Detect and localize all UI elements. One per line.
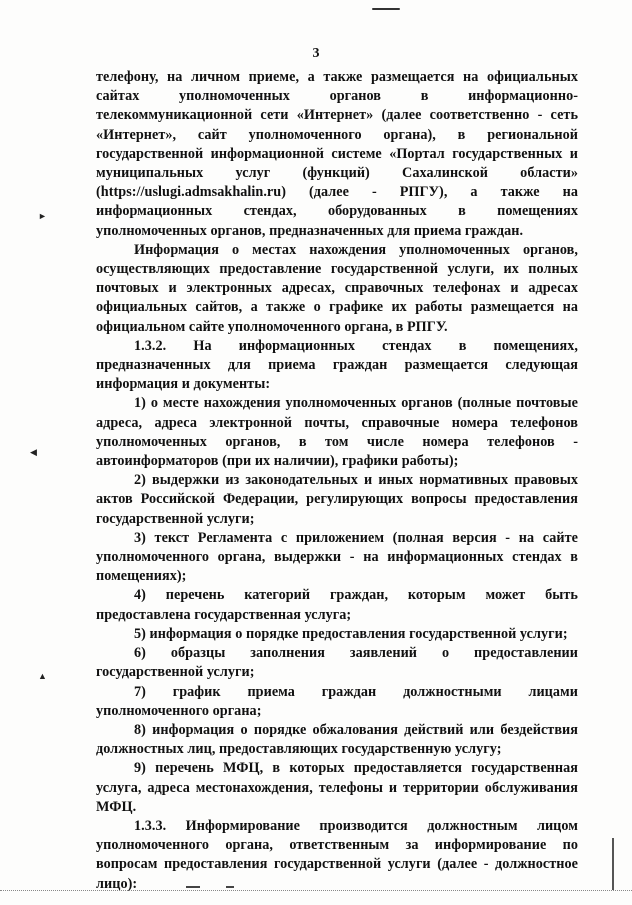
scan-mark-top	[372, 8, 400, 10]
scan-bottom-edge	[0, 890, 632, 892]
paragraph: Информация о местах нахождения уполномоченных органов, осуществляющих предоставление государственной услуги, их полных почтовых и электронных адресах, справочных телефонах и адресах официальных сайтов, а также о графике их работы размещается на официальном сайте уполномоченного органа, в РПГУ.	[96, 241, 578, 335]
paragraph: 9) перечень МФЦ, в которых предоставляется государственная услуга, адреса местонахождения, телефоны и территории обслуживания МФЦ.	[96, 760, 578, 815]
scan-mark-bottom-1	[186, 886, 200, 888]
scan-margin-line	[612, 838, 614, 890]
paragraph: 6) образцы заполнения заявлений о предоставлении государственной услуги;	[96, 645, 578, 681]
paragraph: 1.3.3. Информирование производится должностным лицом уполномоченного органа, ответственным за информирование по вопросам предоставления государственной услуги (далее - должностное лицо):	[96, 817, 578, 892]
paragraph: 1.3.2. На информационных стендах в помещениях, предназначенных для приема граждан размещается следующая информация и документы:	[96, 337, 578, 393]
paragraph: 1) о месте нахождения уполномоченных органов (полные почтовые адреса, адреса электронной почты, справочные номера телефонов уполномоченных органов, в том числе номера телефонов - автоинформаторов (при их наличии), графики работы);	[96, 395, 578, 470]
paragraph: 4) перечень категорий граждан, которым может быть предоставлена государственная услуга;	[96, 587, 578, 623]
page-number: 3	[312, 46, 320, 61]
paragraph: 5) информация о порядке предоставления государственной услуги;	[134, 625, 568, 642]
paragraph: телефону, на личном приеме, а также размещается на официальных сайтах уполномоченных органов в информационно-телекоммуникационной сети «Интернет» (далее соответственно - сеть «Интернет», сайт уполномоченного органа), в региональной государственной информационной системе «Портал государственных и муниципальных услуг (функций) Сахалинской области» (https://uslugi.admsakhalin.ru) (далее - РПГУ), а также на информационных стендах, оборудованных в помещениях уполномоченных органов, предназначенных для приема граждан.	[96, 69, 578, 239]
scan-mark-left-1: ►	[38, 211, 47, 221]
paragraph: 8) информация о порядке обжалования действий или бездействия должностных лиц, предоставляющих государственную услугу;	[96, 721, 578, 758]
paragraph: 3) текст Регламента с приложением (полная версия - на сайте уполномоченного органа, выдержки - на информационных стендах в помещениях);	[96, 529, 578, 585]
paragraph: 7) график приема граждан должностными лицами уполномоченного органа;	[96, 683, 578, 719]
scan-mark-bottom-2	[226, 886, 234, 888]
scan-mark-left-3: ▲	[38, 671, 47, 681]
paragraph: 2) выдержки из законодательных и иных нормативных правовых актов Российской Федерации, регулирующих вопросы предоставления государственной услуги;	[96, 472, 578, 527]
document-body	[96, 68, 578, 894]
scan-mark-left-2: ◀	[30, 447, 37, 457]
